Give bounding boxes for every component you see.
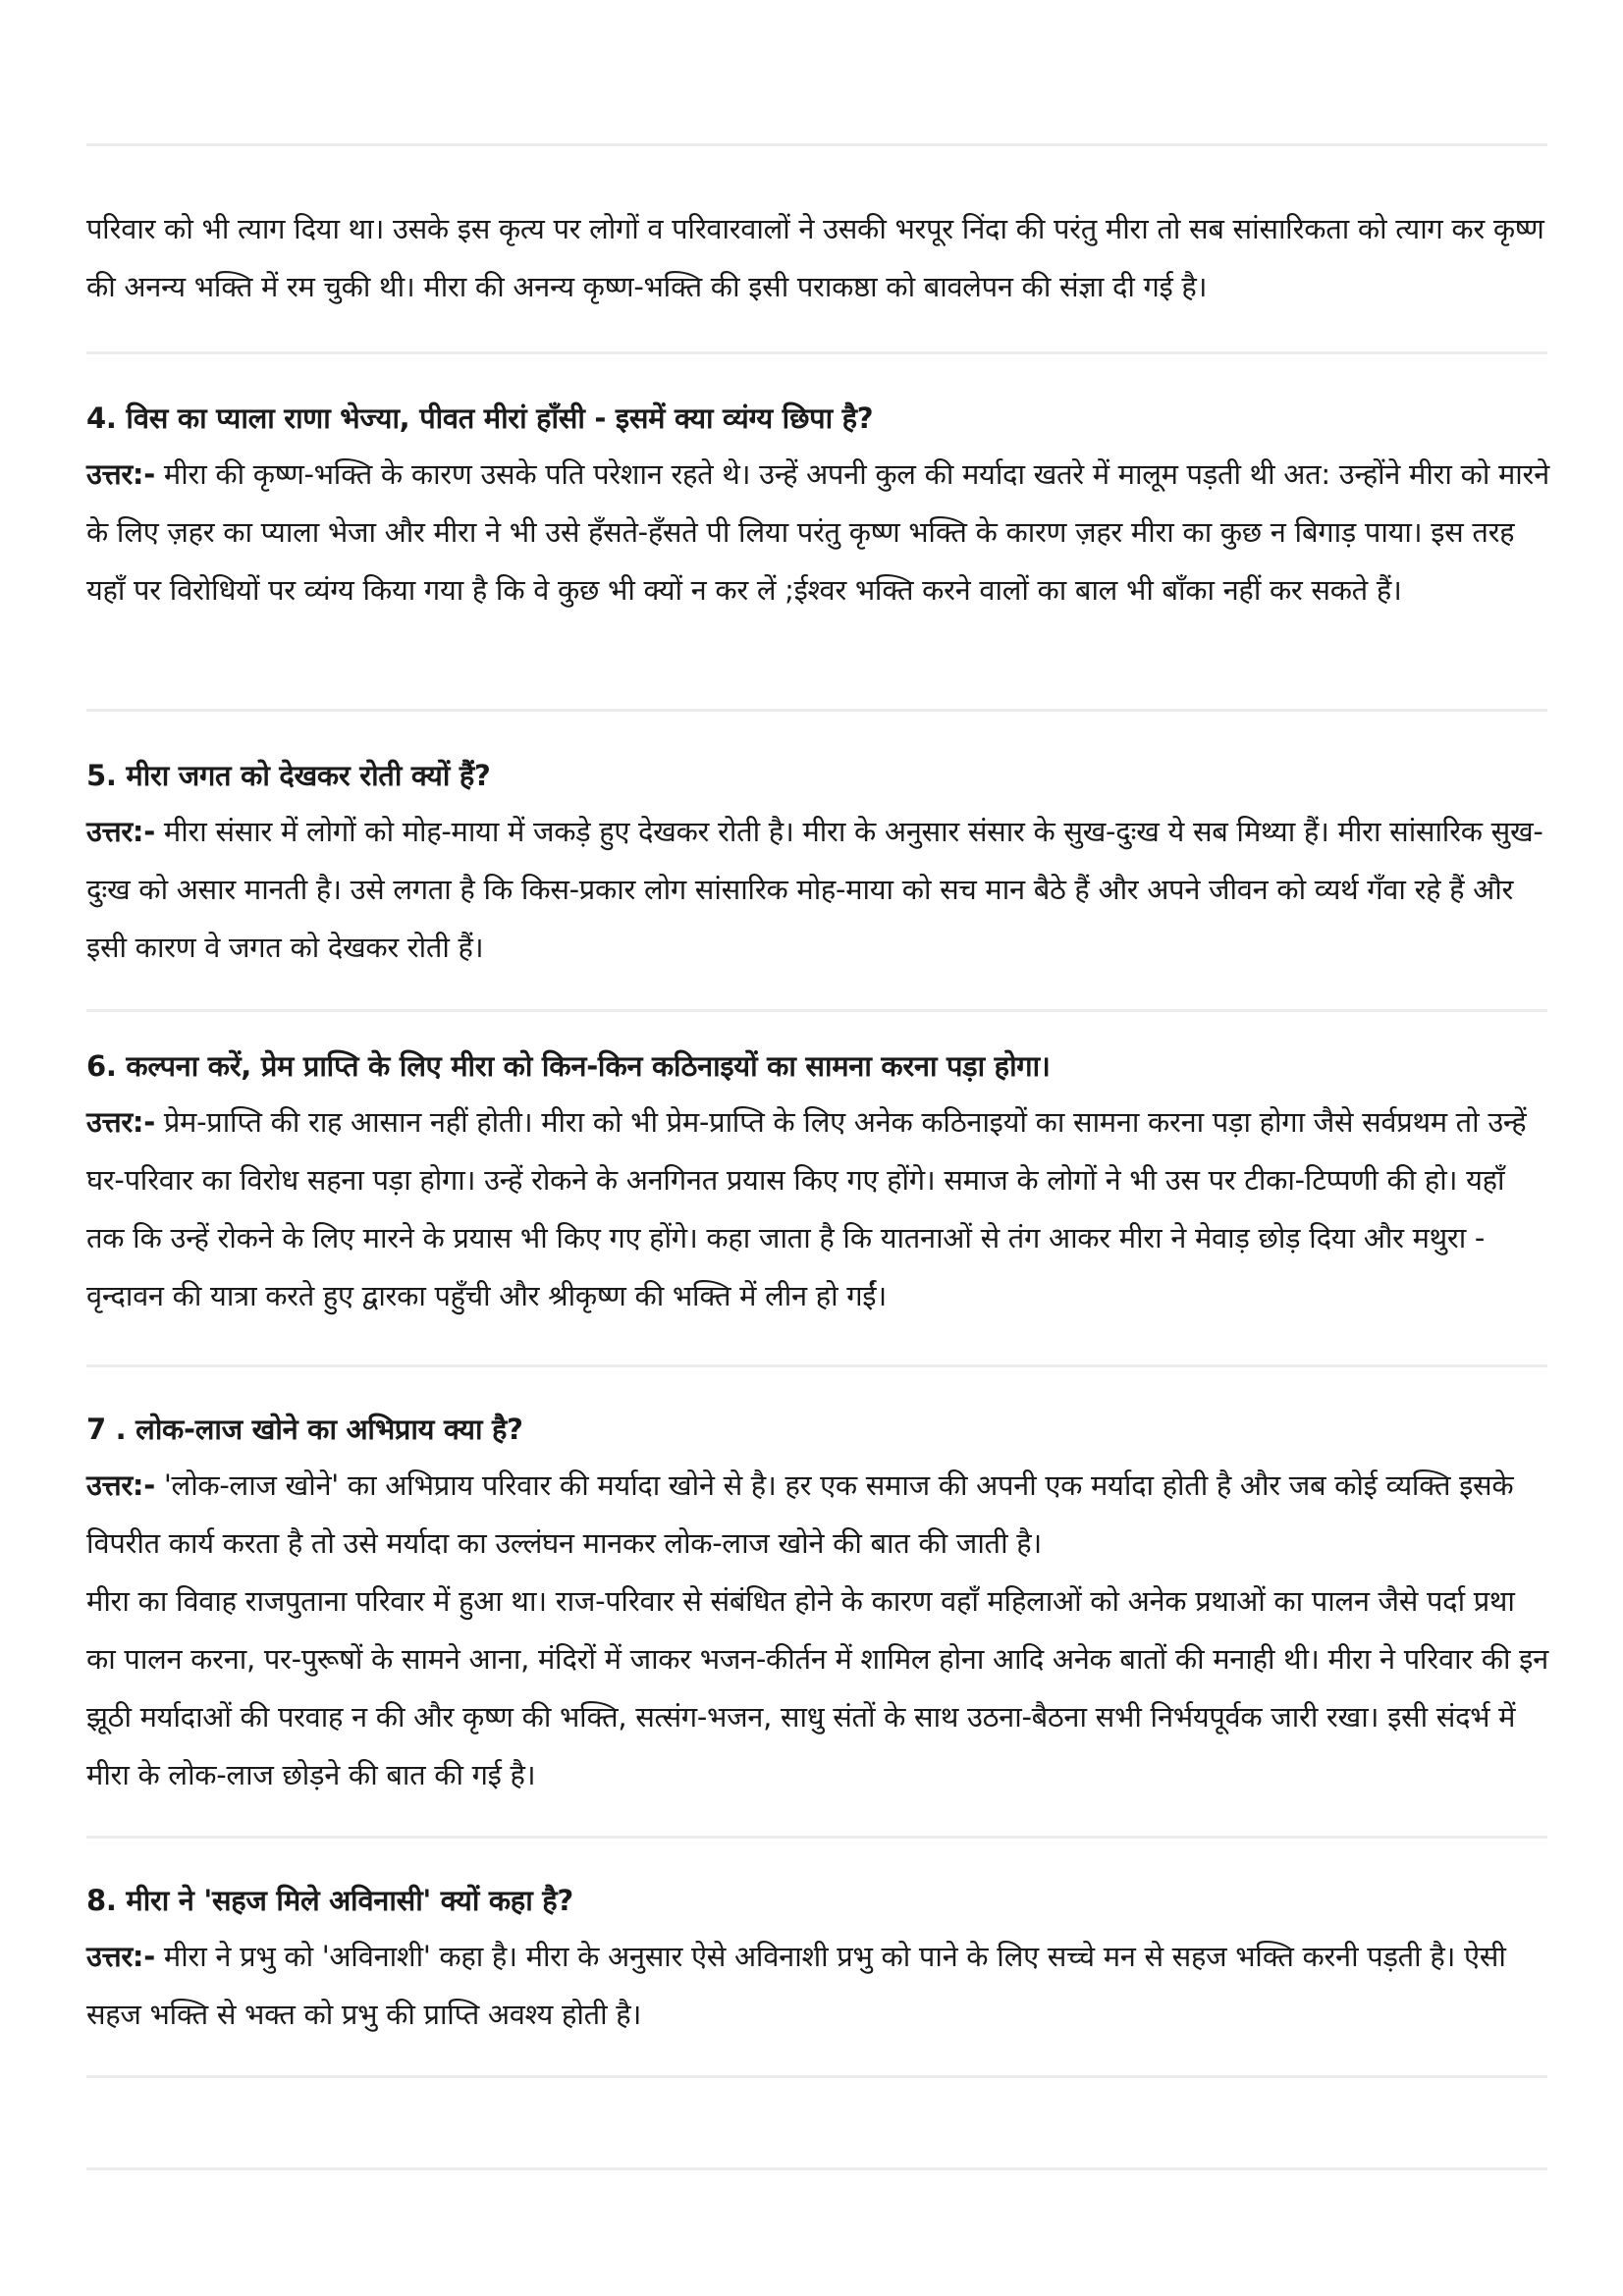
question-heading: 8. मीरा ने 'सहज मिले अविनासी' क्यों कहा है?	[86, 1884, 573, 1917]
divider	[86, 2167, 1547, 2170]
qa-item-7	[86, 1402, 1549, 1804]
intro-text: परिवार को भी त्याग दिया था। उसके इस कृत्य पर लोगों व परिवारवालों ने उसकी भरपूर निंदा की परंतु मीरा तो सब सांसारिकता को त्याग कर कृष्ण की अनन्य भक्ति में रम चुकी थी। मीरा की अनन्य कृष्ण-भक्ति की इसी पराकष्ठा को बावलेपन की संज्ञा दी गई है।	[86, 212, 1544, 303]
divider	[86, 351, 1547, 354]
answer-paragraph	[86, 1094, 1549, 1325]
divider	[86, 1836, 1547, 1839]
qa-item-6	[86, 1039, 1549, 1325]
question-heading: 4. विस का प्याला राणा भेज्या, पीवत मीरां हाँसी - इसमें क्या व्यंग्य छिपा है?	[86, 401, 874, 435]
divider	[86, 709, 1547, 712]
intro-paragraph	[86, 200, 1549, 316]
answer-paragraph	[86, 1928, 1549, 2044]
qa-item-5	[86, 748, 1549, 977]
answer-text: 'लोक-लाज खोने' का अभिप्राय परिवार की मर्यादा खोने से है। हर एक समाज की अपनी एक मर्यादा होती है और जब कोई व्यक्ति इसके विपरीत कार्य करता है तो उसे मर्यादा का उल्लंघन मानकर लोक-लाज खोने की बात की जाती है।	[86, 1468, 1514, 1560]
answer-text: मीरा की कृष्ण-भक्ति के कारण उसके पति परेशान रहते थे। उन्हें अपनी कुल की मर्यादा खतरे में मालूम पड़ती थी अत: उन्होंने मीरा को मारने के लिए ज़हर का प्याला भेजा और मीरा ने भी उसे हँसते-हँसते पी लिया परंतु कृष्ण भक्ति के कारण ज़हर मीरा का कुछ न बिगाड़ पाया। इस तरह यहाँ पर विरोधियों पर व्यंग्य किया गया है कि वे कुछ भी क्यों न कर लें ;ईश्वर भक्ति करने वालों का बाल भी बाँका नहीं कर सकते हैं।	[86, 457, 1549, 607]
divider	[86, 1364, 1547, 1367]
divider	[86, 143, 1547, 146]
answer-label: उत्तर:-	[86, 1468, 155, 1502]
answer-paragraph	[86, 446, 1549, 619]
answer-continuation: मीरा का विवाह राजपुताना परिवार में हुआ था। राज-परिवार से संबंधित होने के कारण वहाँ महिलाओं को अनेक प्रथाओं का पालन जैसे पर्दा प्रथा का पालन करना, पर-पुरूषों के सामने आना, मंदिरों में जाकर भजन-कीर्तन में शामिल होना आदि अनेक बातों की मनाही थी। मीरा ने परिवार की इन झूठी मर्यादाओं की परवाह न की और कृष्ण की भक्ति, सत्संग-भजन, साधु संतों के साथ उठना-बैठना सभी निर्भयपूर्वक जारी रखा। इसी संदर्भ में मीरा के लोक-लाज छोड़ने की बात की गई है।	[86, 1584, 1548, 1791]
answer-text: मीरा संसार में लोगों को मोह-माया में जकड़े हुए देखकर रोती है। मीरा के अनुसार संसार के सुख-दुःख ये सब मिथ्या हैं। मीरा सांसारिक सुख-दुःख को असार मानती है। उसे लगता है कि किस-प्रकार लोग सांसारिक मोह-माया को सच मान बैठे हैं और अपने जीवन को व्यर्थ गँवा रहे हैं और इसी कारण वे जगत को देखकर रोती हैं।	[86, 815, 1543, 964]
answer-paragraph	[86, 1457, 1549, 1573]
answer-text: प्रेम-प्राप्ति की राह आसान नहीं होती। मीरा को भी प्रेम-प्राप्ति के लिए अनेक कठिनाइयों का सामना करना पड़ा होगा जैसे सर्वप्रथम तो उन्हें घर-परिवार का विरोध सहना पड़ा होगा। उन्हें रोकने के अनगिनत प्रयास किए गए होंगे। समाज के लोगों ने भी उस पर टीका-टिप्पणी की हो। यहाँ तक कि उन्हें रोकने के लिए मारने के प्रयास भी किए गए होंगे। कहा जाता है कि यातनाओं से तंग आकर मीरा ने मेवाड़ छोड़ दिया और मथुरा - वृन्दावन की यात्रा करते हुए द्वारका पहुँची और श्रीकृष्ण की भक्ति में लीन हो गईं।	[86, 1105, 1527, 1312]
qa-item-4	[86, 391, 1549, 619]
divider	[86, 2075, 1547, 2078]
answer-label: उत्तर:-	[86, 815, 155, 848]
answer-text: मीरा ने प्रभु को 'अविनाशी' कहा है। मीरा के अनुसार ऐसे अविनाशी प्रभु को पाने के लिए सच्चे मन से सहज भक्ति करनी पड़ती है। ऐसी सहज भक्ति से भक्त को प्रभु की प्राप्ति अवश्य होती है।	[86, 1940, 1506, 2031]
qa-item-8	[86, 1873, 1549, 2044]
question-heading: 6. कल्पना करें, प्रेम प्राप्ति के लिए मीरा को किन-किन कठिनाइयों का सामना करना पड़ा होगा।	[86, 1049, 1051, 1083]
answer-paragraph	[86, 803, 1549, 977]
divider	[86, 1009, 1547, 1012]
answer-label: उत्तर:-	[86, 1940, 155, 1973]
question-heading: 7 . लोक-लाज खोने का अभिप्राय क्या है?	[86, 1413, 523, 1446]
answer-label: उत्तर:-	[86, 457, 155, 491]
question-heading: 5. मीरा जगत को देखकर रोती क्यों हैं?	[86, 759, 491, 792]
answer-label: उत्तर:-	[86, 1105, 155, 1139]
